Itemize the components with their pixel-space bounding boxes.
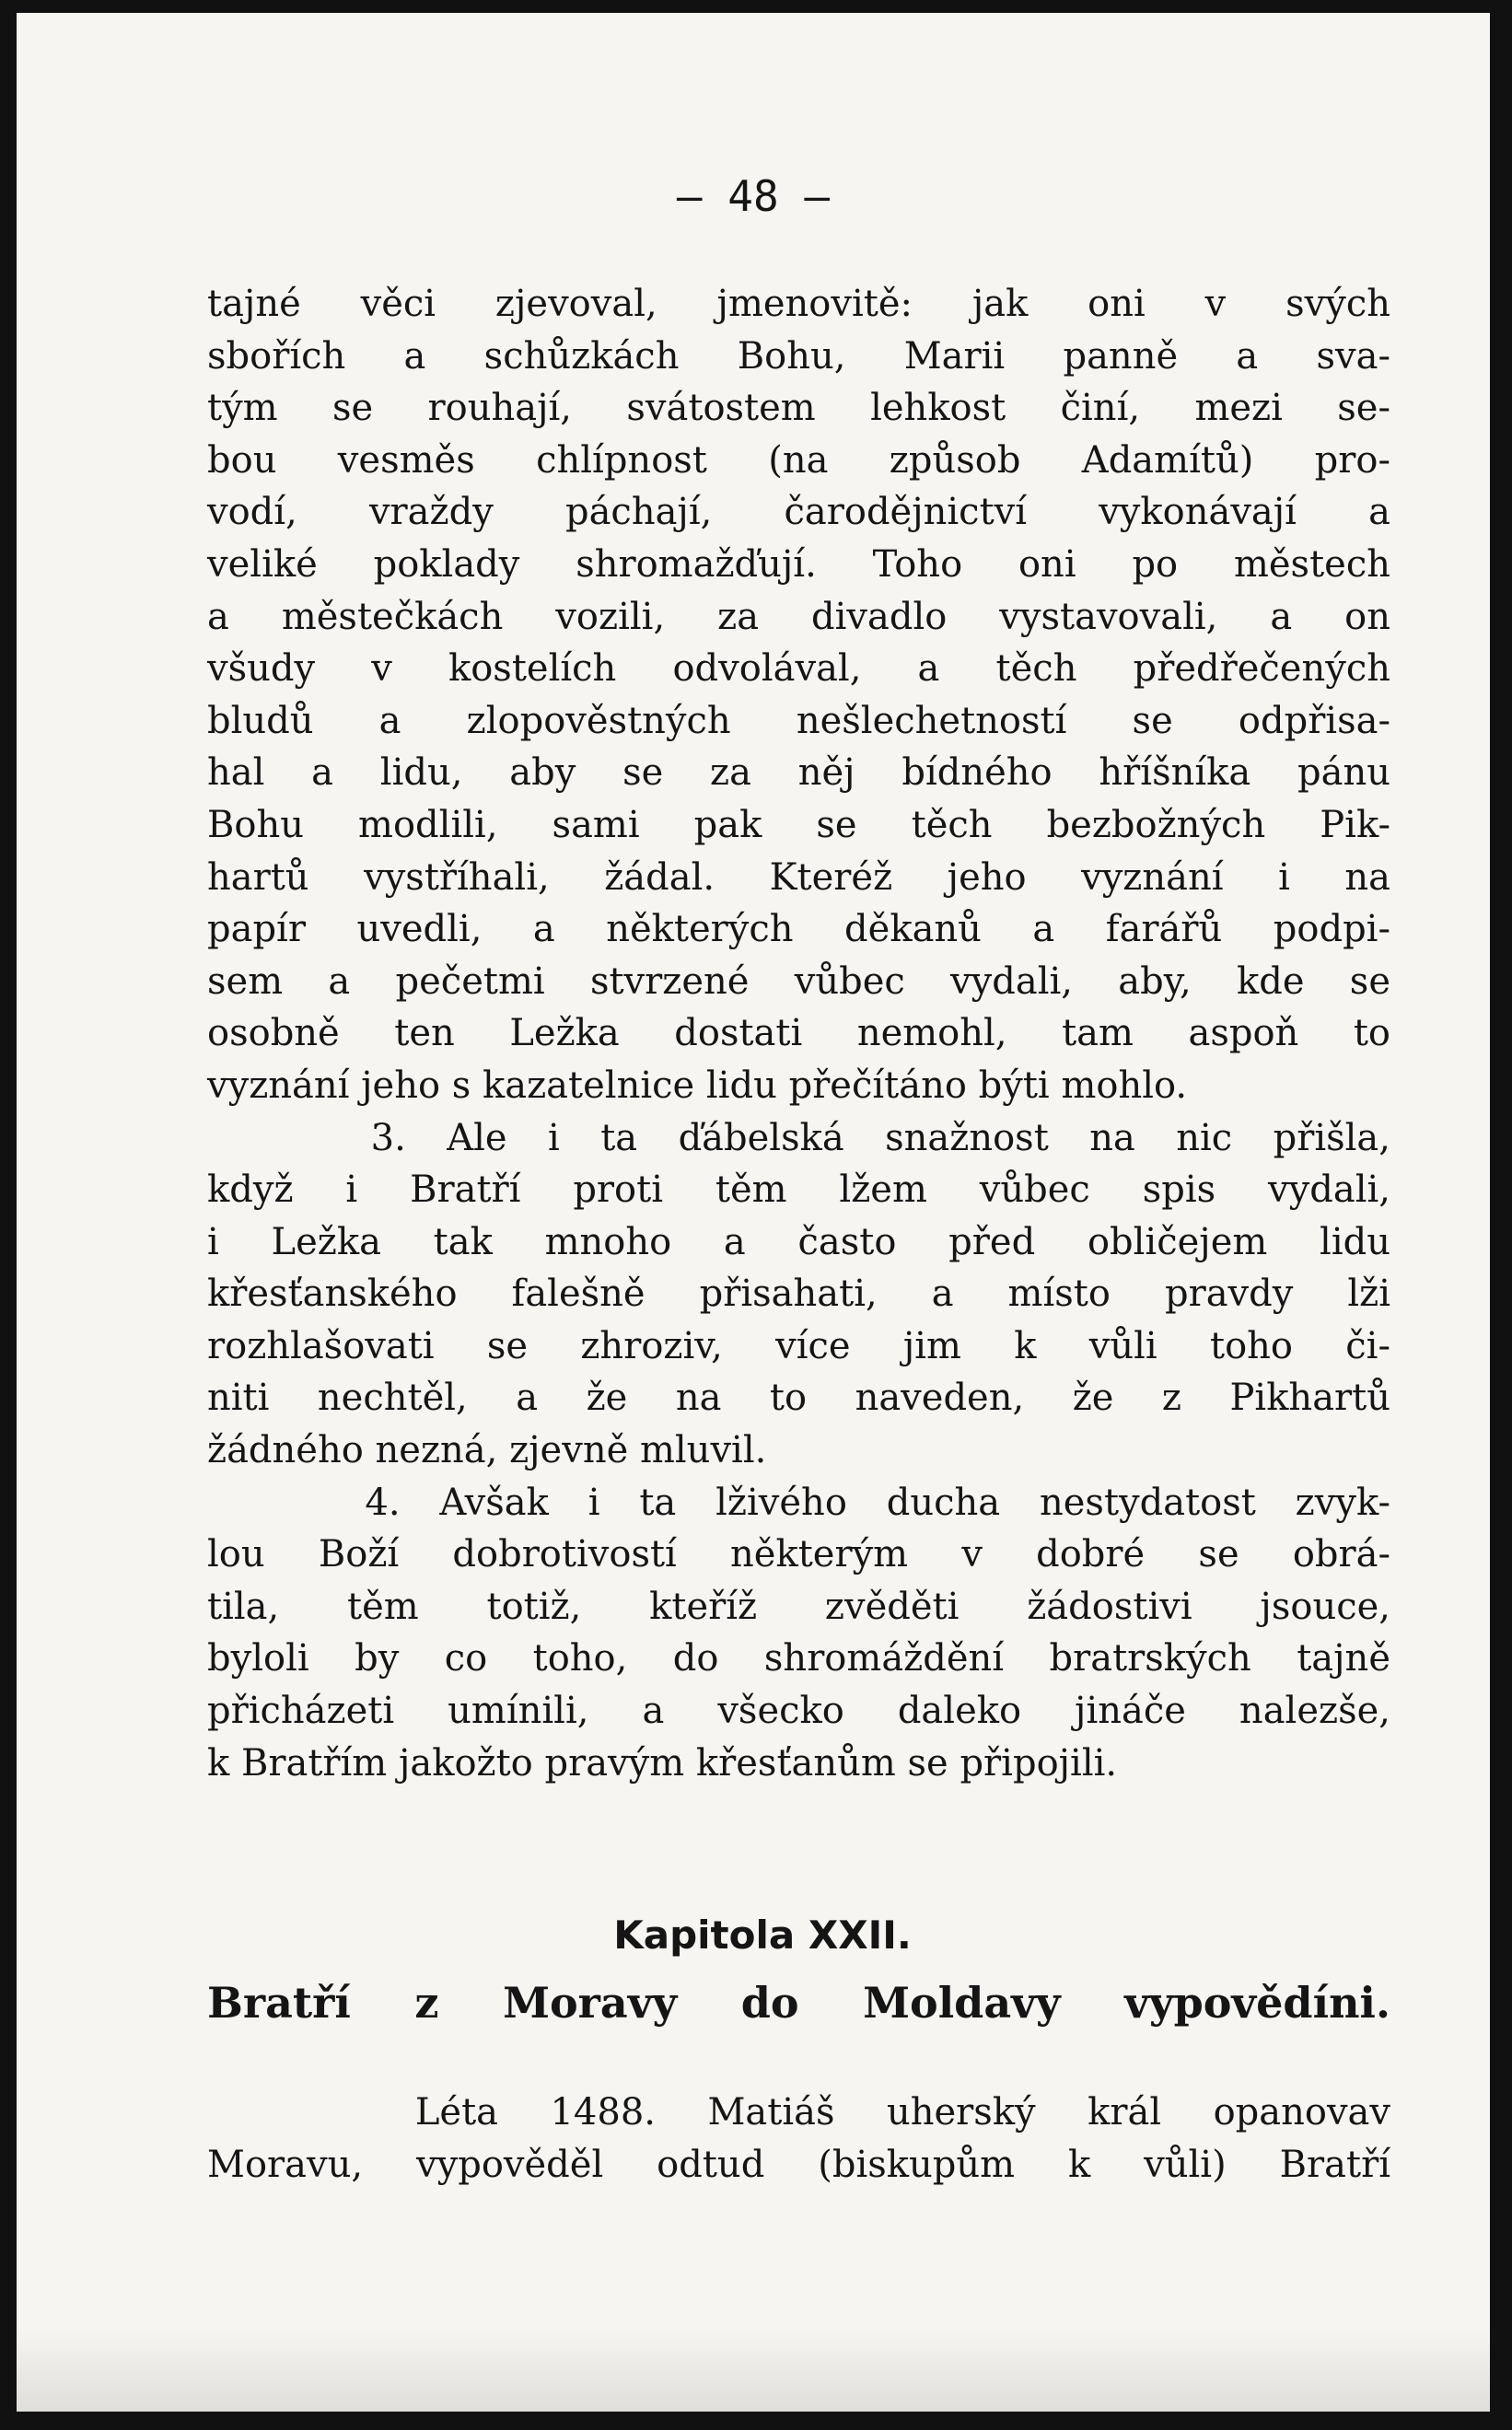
text-line: tajné věci zjevoval, jmenovitě: jak oni v svých (207, 283, 1390, 325)
chapter-title: Bratří z Moravy do Moldavy vypovědíni. (207, 1978, 1390, 2028)
text-line: vyznání jeho s kazatelnice lidu přečítáno býti mohlo. (207, 1064, 1188, 1107)
text-line: papír uvedli, a některých děkanů a farářů podpi- (207, 908, 1390, 951)
text-line: a městečkách vozili, za divadlo vystavovali, a on (207, 595, 1390, 638)
text-line: 4. Avšak i ta lživého ducha nestydatost zvyk- (207, 1481, 1390, 1524)
text-line: sem a pečetmi stvrzené vůbec vydali, aby, kde se (207, 959, 1390, 1003)
text-line: žádného nezná, zjevně mluvil. (207, 1429, 767, 1472)
text-line: tila, těm totiž, kteříž zvěděti žádostivi jsouce, (207, 1585, 1390, 1628)
text-line: sbořích a schůzkách Bohu, Marii panně a sva- (207, 334, 1390, 378)
text-line: všudy v kostelích odvolával, a těch předřečených (207, 647, 1390, 691)
text-line: i Ležka tak mnoho a často před obličejem lidu (207, 1220, 1390, 1263)
text-line: tým se rouhají, svátostem lehkost činí, mezi se- (207, 387, 1390, 430)
text-line: byloli by co toho, do shromáždění bratrských tajně (207, 1637, 1390, 1680)
text-line: když i Bratří proti těm lžem vůbec spis vydali, (207, 1168, 1390, 1212)
page-number: — 48 — (676, 171, 831, 221)
text-line: hartů vystříhali, žádal. Kteréž jeho vyznání i na (207, 855, 1390, 899)
text-line: Bohu modlili, sami pak se těch bezbožných Pik- (207, 803, 1390, 846)
chapter-label: Kapitola XXII. (613, 1913, 912, 1958)
text-line: hal a lidu, aby se za něj bídného hříšníka pánu (207, 751, 1390, 795)
body-text (207, 278, 1390, 1789)
text-line: 3. Ale i ta ďábelská snažnost na nic přišla, (207, 1116, 1390, 1159)
book-page (17, 13, 1490, 2412)
text-line: veliké poklady shromažďují. Toho oni po městech (207, 542, 1390, 586)
text-line: bludů a zlopověstných nešlechetností se odpřisa- (207, 699, 1390, 742)
text-line: rozhlašovati se zhroziv, více jim k vůli toho či- (207, 1324, 1390, 1367)
text-line: Moravu, vypověděl odtud (biskupům k vůli) Bratří (207, 2143, 1390, 2186)
text-line: k Bratřím jakožto pravým křesťanům se připojili. (207, 1741, 1118, 1785)
text-line: niti nechtěl, a že na to naveden, že z Pikhartů (207, 1377, 1390, 1420)
text-line: vodí, vraždy páchají, čarodějnictví vykonávají a (207, 491, 1390, 534)
text-line: bou vesměs chlípnost (na způsob Adamítů) pro- (207, 438, 1390, 482)
text-line: přicházeti umínili, a všecko daleko jináče nalezše, (207, 1690, 1390, 1733)
text-line: Léta 1488. Matiáš uherský král opanovav (207, 2091, 1390, 2134)
chapter-body-text (207, 2087, 1390, 2191)
text-line: osobně ten Ležka dostati nemohl, tam aspoň to (207, 1012, 1390, 1055)
text-line: křesťanského falešně přisahati, a místo pravdy lži (207, 1273, 1390, 1316)
text-line: lou Boží dobrotivostí některým v dobré se obrá- (207, 1533, 1390, 1576)
